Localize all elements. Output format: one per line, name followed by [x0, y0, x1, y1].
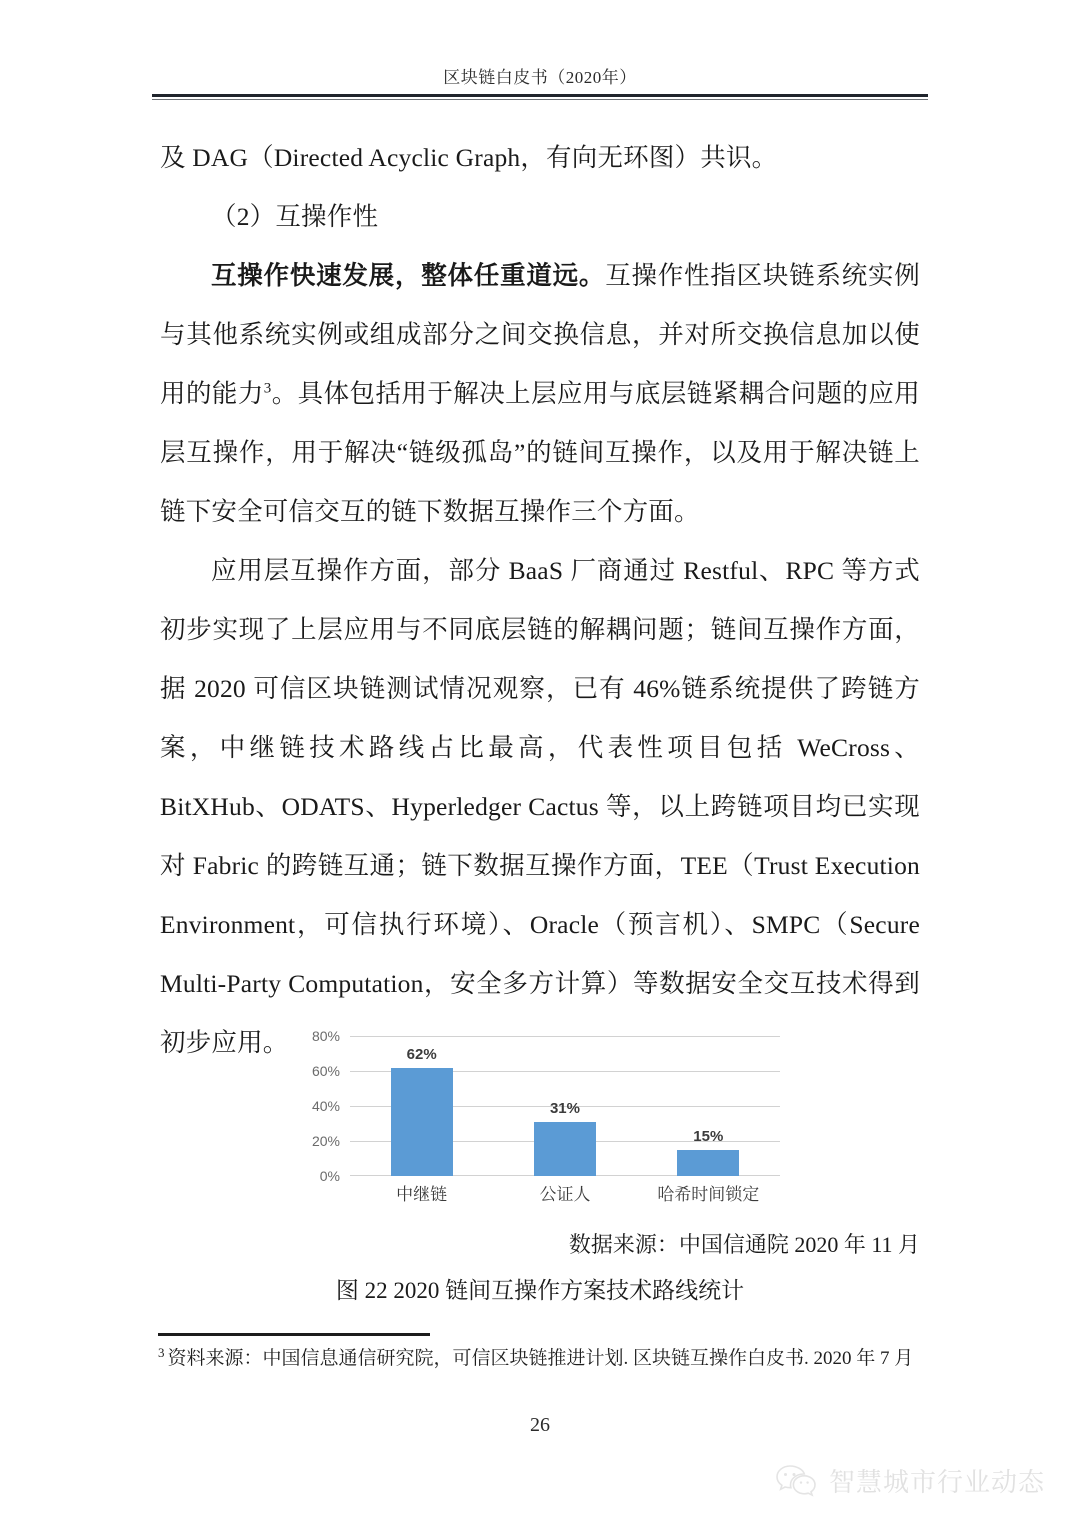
- footnote-marker: 3: [158, 1344, 165, 1360]
- header-rule: [152, 94, 928, 100]
- footnote: [158, 1344, 926, 1374]
- y-tick-label: 0%: [319, 1168, 340, 1184]
- page-number: 26: [530, 1414, 550, 1436]
- y-tick-label: 20%: [311, 1133, 340, 1149]
- x-tick-label: 哈希时间锁定: [657, 1185, 760, 1204]
- bar-series: [350, 1036, 780, 1176]
- chart-x-axis: [350, 1180, 780, 1205]
- header-title: 区块链白皮书（2020年）: [443, 68, 637, 87]
- bar-value-label: 31%: [549, 1100, 580, 1117]
- figure-caption: 图 22 2020 链间互操作方案技术路线统计: [335, 1278, 745, 1303]
- bar-rect: [391, 1068, 453, 1177]
- body-content: [160, 128, 920, 1072]
- x-tick-label: 公证人: [539, 1185, 591, 1204]
- paragraph-text-b: 。具体包括用于解决上层应用与底层链紧耦合问题的应用层互操作，用于解决“链级孤岛”的链间互操作，以及用于解决链上链下安全可信交互的链下数据互操作三个方面。: [160, 379, 920, 526]
- bar-item: [637, 1036, 780, 1176]
- bar-item: [350, 1036, 493, 1176]
- footnote-marker-inline: 3: [263, 380, 272, 397]
- footnote-separator: [158, 1333, 430, 1336]
- bar-value-label: 62%: [406, 1046, 437, 1063]
- paragraph-application-layer: 应用层互操作方面，部分 BaaS 厂商通过 Restful、RPC 等方式初步实现了上层应用与不同底层链的解耦问题；链间互操作方面，据 2020 可信区块链测试情况观察，已有 46%链系统提供了跨链方案，中继链技术路线占比最高，代表性项目包括 WeCross、BitXHub、ODATS、Hyperledger Cactus 等，以上跨链项目均已实现对 Fabric 的跨链互通；链下数据互操作方面，TEE（Trust Execution Environment，可信执行环境）、Oracle（预言机）、SMPC（Secure Multi-Party Computation，安全多方计算）等数据安全交互技术得到初步应用。: [160, 556, 920, 1057]
- section-heading: （2）互操作性: [211, 202, 379, 231]
- bar-value-label: 15%: [693, 1128, 724, 1145]
- figure-source: 数据来源：中国信通院 2020 年 11 月: [568, 1232, 920, 1257]
- bar-rect: [534, 1122, 596, 1176]
- paragraph-lead-bold: 互操作快速发展，整体任重道远。: [211, 261, 606, 290]
- chart-bars-area: [350, 1036, 780, 1176]
- watermark: [775, 1462, 1045, 1499]
- wechat-icon: [775, 1464, 817, 1498]
- paragraph-interoperability: [160, 246, 920, 541]
- chart-y-axis: [300, 1028, 346, 1184]
- watermark-text: 智慧城市行业动态: [829, 1467, 1046, 1497]
- y-tick-label: 40%: [311, 1098, 340, 1114]
- bar-item: [493, 1036, 636, 1176]
- y-tick-label: 80%: [311, 1028, 340, 1044]
- footnote-text: 资料来源：中国信息通信研究院，可信区块链推进计划. 区块链互操作白皮书. 2020 年 7 月: [167, 1348, 914, 1369]
- x-tick-label: 中继链: [396, 1185, 448, 1204]
- paragraph-text-a: 互操作性指区块链系统实例与其他系统实例或组成部分之间交换信息，并对所交换信息加以使用的能力: [160, 261, 920, 408]
- chart-plot-area: [300, 1028, 780, 1204]
- page-header: [152, 68, 928, 100]
- bar-rect: [677, 1150, 739, 1176]
- bar-chart: [300, 1028, 780, 1206]
- y-tick-label: 60%: [311, 1063, 340, 1079]
- paragraph-continued: 及 DAG（Directed Acyclic Graph，有向无环图）共识。: [160, 143, 778, 172]
